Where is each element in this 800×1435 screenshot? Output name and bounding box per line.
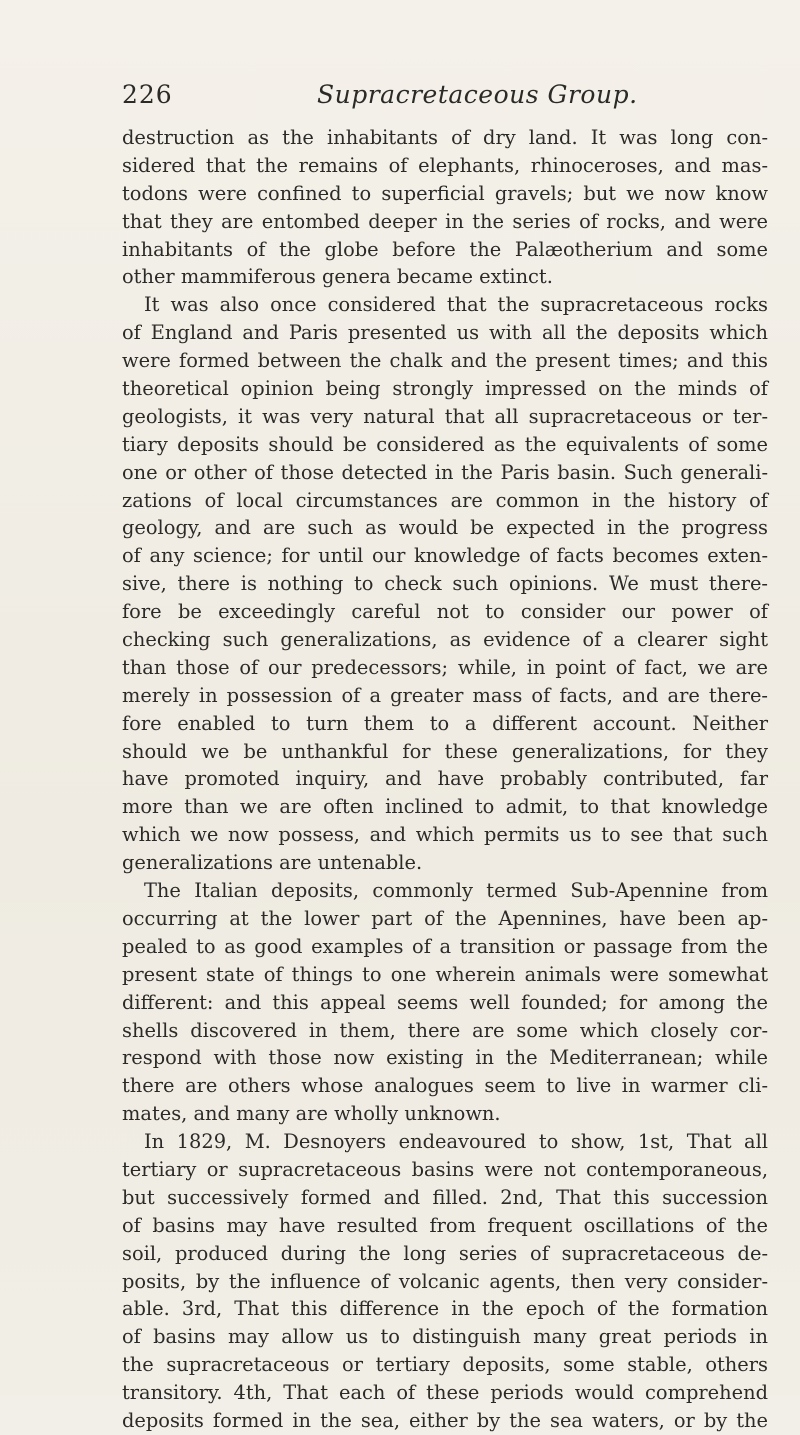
- text-line: of any science; for until our knowledge of facts becomes exten-: [122, 544, 768, 568]
- text-line: mates, and many are wholly unknown.: [122, 1102, 501, 1126]
- text-line: todons were confined to superficial gravels; but we now know: [122, 181, 768, 205]
- text-line: inhabitants of the globe before the Palæotherium and some: [122, 237, 768, 261]
- text-line: than those of our predecessors; while, in point of fact, we are: [122, 655, 768, 679]
- paragraph-2: [122, 291, 768, 877]
- text-line: shells discovered in them, there are some which closely cor-: [122, 1018, 768, 1042]
- running-title: Supracretaceous Group.: [317, 80, 638, 109]
- text-line: It was also once considered that the supracretaceous rocks: [144, 293, 768, 317]
- text-line: geologists, it was very natural that all supracretaceous or ter-: [122, 404, 768, 428]
- text-line: deposits formed in the sea, either by the sea waters, or by the: [122, 1408, 768, 1432]
- text-line: respond with those now existing in the Mediterranean; while: [122, 1046, 768, 1070]
- text-line: sive, there is nothing to check such opinions. We must there-: [122, 572, 768, 596]
- text-line: posits, by the influence of volcanic agents, then very consider-: [122, 1269, 768, 1293]
- text-line: have promoted inquiry, and have probably contributed, far: [122, 767, 768, 791]
- text-line: other mammiferous genera became extinct.: [122, 265, 553, 289]
- paragraph-3: [122, 877, 768, 1128]
- text-line: one or other of those detected in the Paris basin. Such generali-: [122, 460, 768, 484]
- body-text: [122, 124, 768, 1435]
- page-number: 226: [122, 80, 173, 109]
- text-line: the supracretaceous or tertiary deposits, some stable, others: [122, 1353, 768, 1377]
- text-line: different: and this appeal seems well founded; for among the: [122, 990, 768, 1014]
- text-line: zations of local circumstances are common in the history of: [122, 488, 768, 512]
- text-line: able. 3rd, That this difference in the epoch of the formation: [122, 1297, 768, 1321]
- text-line: present state of things to one wherein animals were somewhat: [122, 962, 768, 986]
- text-line: transitory. 4th, That each of these periods would comprehend: [122, 1381, 768, 1405]
- text-line: The Italian deposits, commonly termed Sub-Apennine from: [144, 879, 768, 903]
- text-line: should we be unthankful for these generalizations, for they: [122, 739, 768, 763]
- text-line: which we now possess, and which permits us to see that such: [122, 823, 768, 847]
- paragraph-1: [122, 124, 768, 291]
- text-line: tiary deposits should be considered as the equivalents of some: [122, 432, 768, 456]
- text-line: theoretical opinion being strongly impressed on the minds of: [122, 377, 768, 401]
- text-line: of England and Paris presented us with all the deposits which: [122, 321, 768, 345]
- text-line: geology, and are such as would be expected in the progress: [122, 516, 768, 540]
- text-line: occurring at the lower part of the Apennines, have been ap-: [122, 906, 768, 930]
- text-line: but successively formed and filled. 2nd, That this succession: [122, 1185, 768, 1209]
- text-line: sidered that the remains of elephants, rhinoceroses, and mas-: [122, 153, 768, 177]
- text-line: checking such generalizations, as evidence of a clearer sight: [122, 628, 768, 652]
- text-line: that they are entombed deeper in the series of rocks, and were: [122, 209, 768, 233]
- text-line: pealed to as good examples of a transition or passage from the: [122, 934, 768, 958]
- text-line: more than we are often inclined to admit, to that knowledge: [122, 795, 768, 819]
- text-line: fore enabled to turn them to a different account. Neither: [122, 711, 768, 735]
- text-line: destruction as the inhabitants of dry land. It was long con-: [122, 126, 768, 149]
- text-line: there are others whose analogues seem to live in warmer cli-: [122, 1074, 768, 1098]
- text-line: were formed between the chalk and the present times; and this: [122, 349, 768, 373]
- text-line: In 1829, M. Desnoyers endeavoured to show, 1st, That all: [144, 1130, 768, 1154]
- text-line: merely in possession of a greater mass of facts, and are there-: [122, 683, 768, 707]
- text-line: generalizations are untenable.: [122, 851, 423, 875]
- text-line: of basins may allow us to distinguish many great periods in: [122, 1325, 768, 1349]
- paragraph-4: [122, 1128, 768, 1435]
- text-line: of basins may have resulted from frequent oscillations of the: [122, 1213, 768, 1237]
- running-head: [122, 80, 762, 112]
- text-line: fore be exceedingly careful not to consider our power of: [122, 600, 768, 624]
- text-line: tertiary or supracretaceous basins were not contemporaneous,: [122, 1157, 768, 1181]
- text-line: soil, produced during the long series of supracretaceous de-: [122, 1241, 768, 1265]
